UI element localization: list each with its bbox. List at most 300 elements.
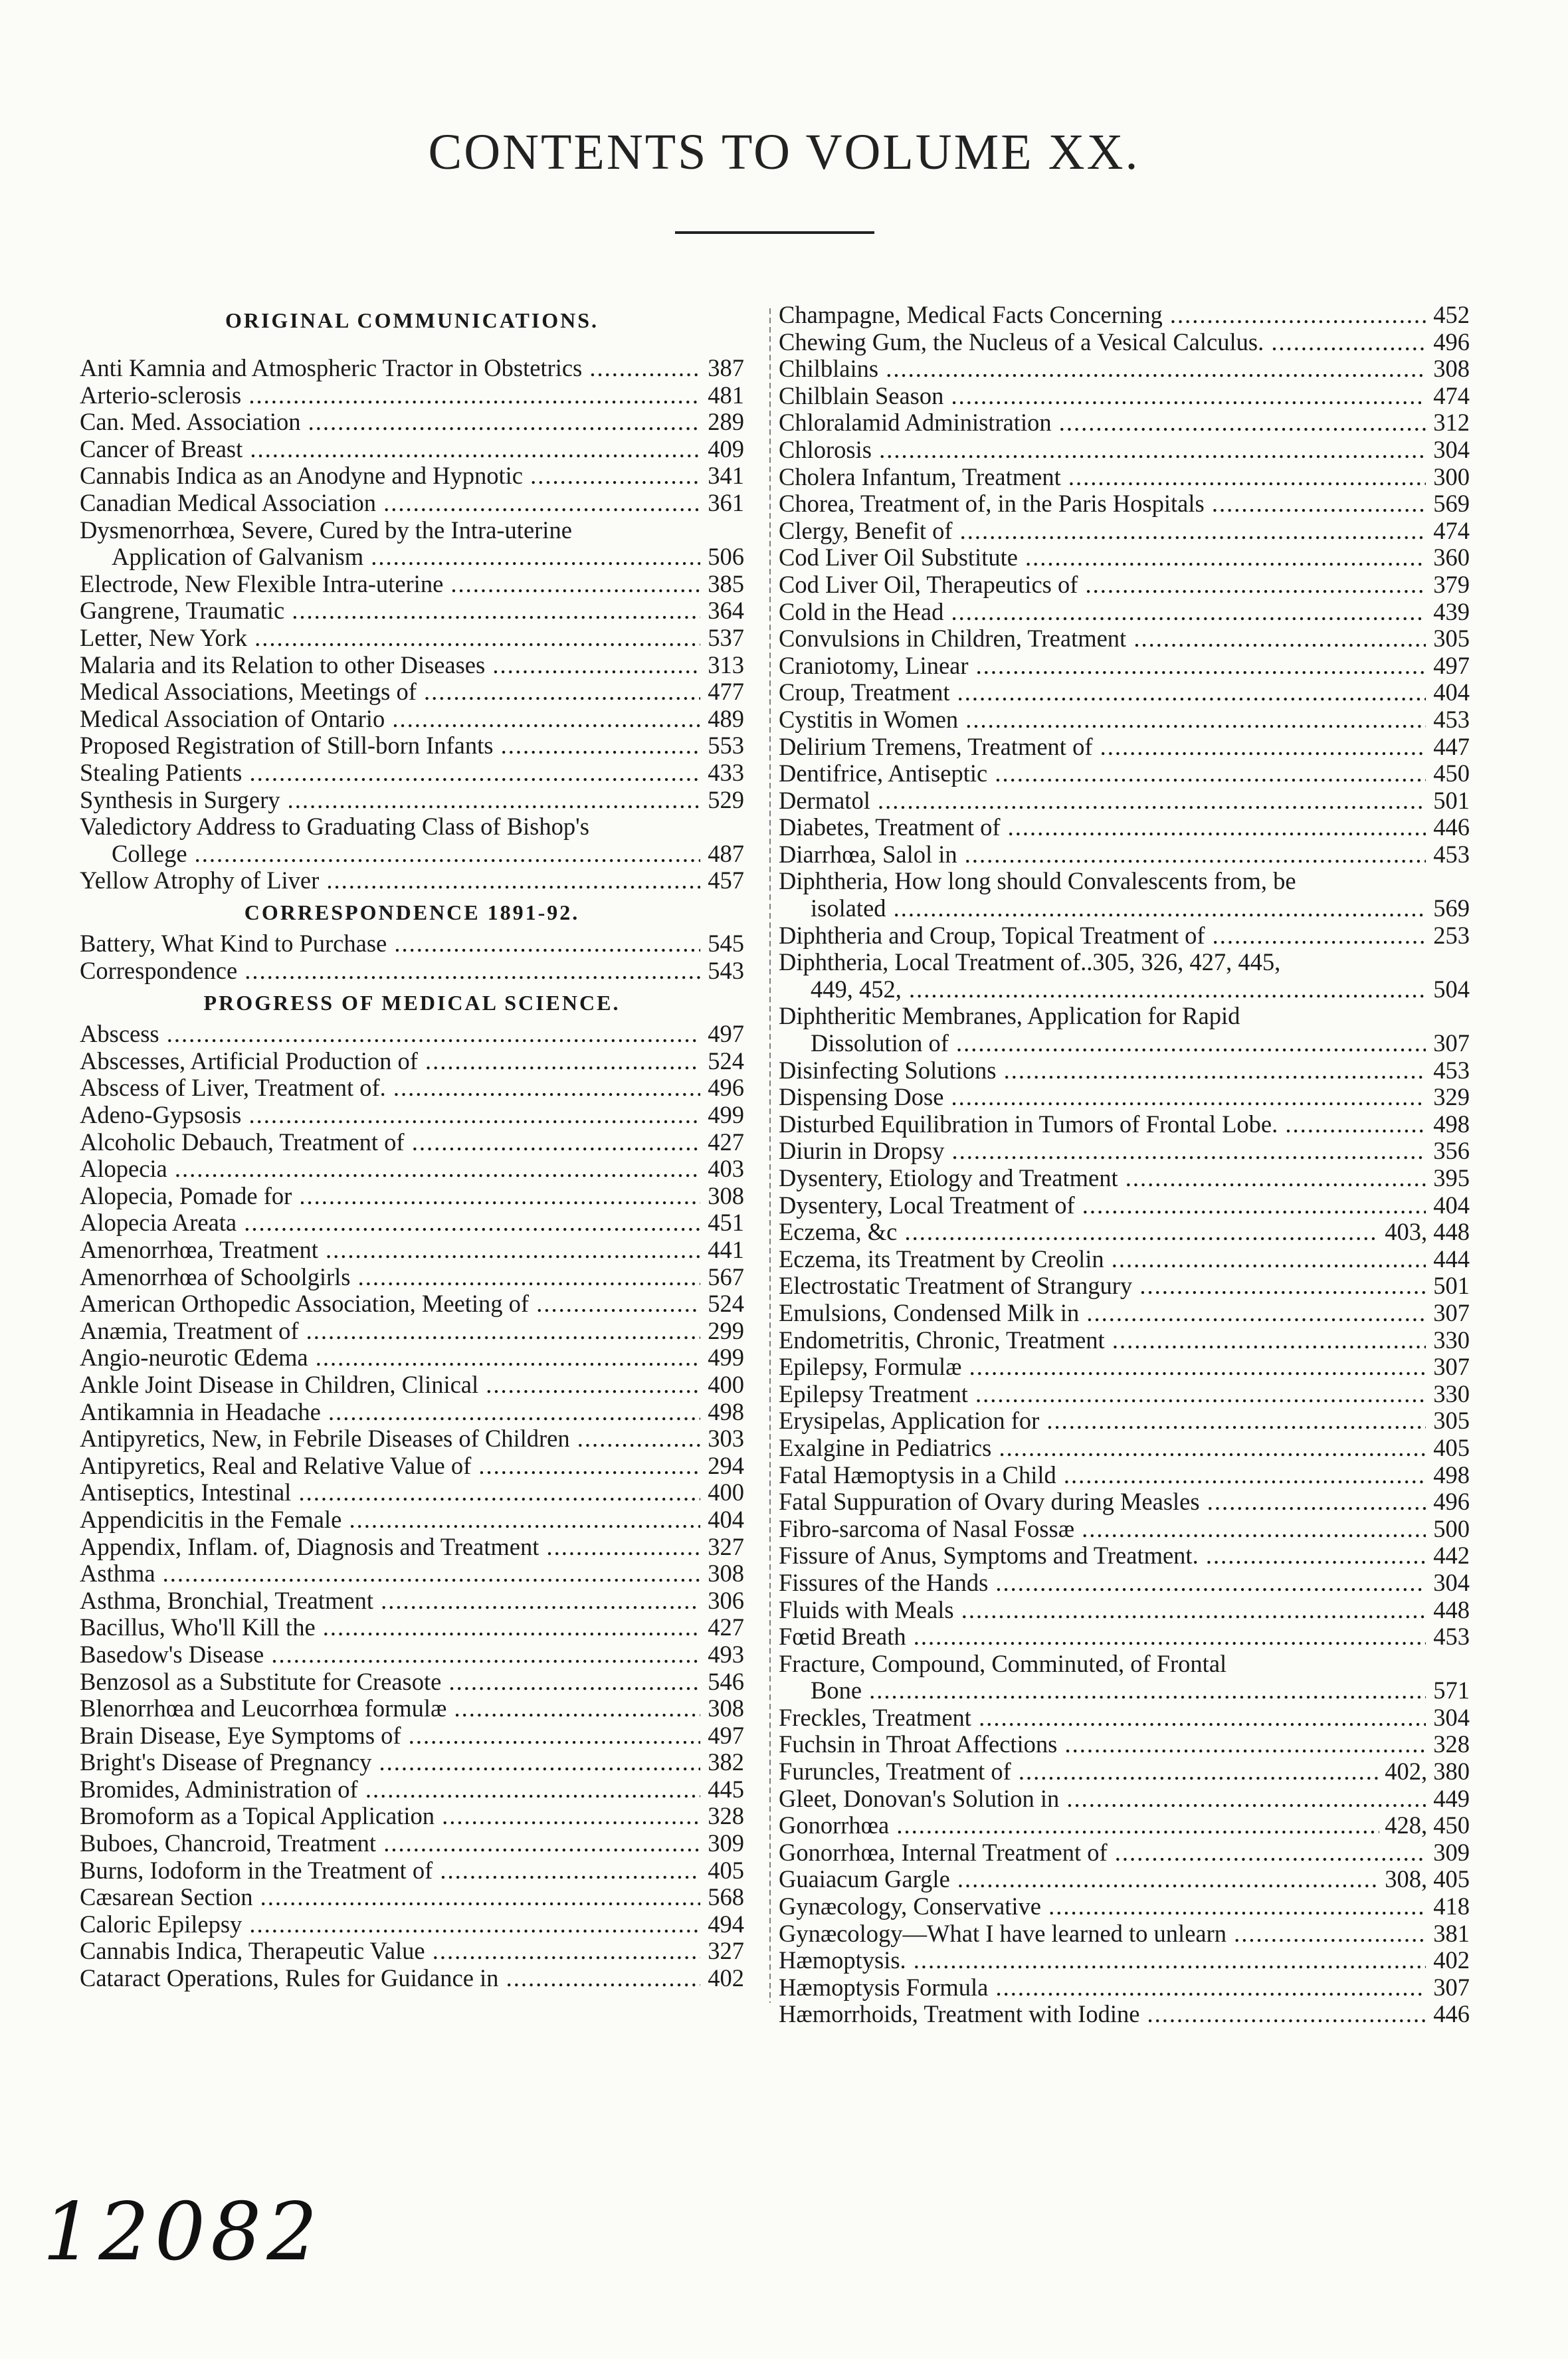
index-entry xyxy=(80,517,744,544)
index-entry xyxy=(80,571,744,598)
entry-page: 361 xyxy=(708,488,744,516)
entry-title: Electrode, New Flexible Intra-uterine ..... xyxy=(80,571,700,598)
index-entry xyxy=(80,867,744,894)
entry-page: 477 xyxy=(708,678,744,706)
entry-page: 381 xyxy=(1433,1919,1470,1947)
entry-title: isolated ..... xyxy=(811,895,1426,922)
entry-title: College ..... xyxy=(112,841,700,868)
entry-page: 449 xyxy=(1433,1784,1470,1812)
index-entry xyxy=(80,1695,744,1722)
entry-title: Adeno-Gypsosis ..... xyxy=(80,1102,700,1129)
entry-title: Correspondence ..... xyxy=(80,958,700,985)
entry-page: 501 xyxy=(1433,1272,1470,1300)
entry-title: Furuncles, Treatment of ..... xyxy=(779,1758,1379,1786)
entry-page: 402 xyxy=(708,1964,744,1992)
entry-title: Fatal Hæmoptysis in a Child ..... xyxy=(779,1462,1426,1489)
entry-page: 498 xyxy=(1433,1461,1470,1488)
entry-page: 402, 380 xyxy=(1385,1758,1470,1786)
entry-title: Anti Kamnia and Atmospheric Tractor in Obstetrics ..... xyxy=(80,355,700,382)
entry-page: 546 xyxy=(708,1667,744,1695)
entry-page: 481 xyxy=(708,381,744,409)
index-entry xyxy=(779,787,1470,815)
entry-page: 529 xyxy=(708,785,744,813)
section-heading-correspondence: CORRESPONDENCE 1891-92. xyxy=(244,900,580,924)
entry-title: Eczema, its Treatment by Creolin ..... xyxy=(779,1246,1426,1273)
index-entry xyxy=(779,1138,1470,1165)
entry-title: Synthesis in Surgery ..... xyxy=(80,787,700,814)
entry-title: Antikamnia in Headache ..... xyxy=(80,1399,700,1426)
entry-page: 364 xyxy=(708,597,744,625)
index-entry xyxy=(80,1884,744,1911)
entry-page: 453 xyxy=(1433,1056,1470,1084)
index-entry xyxy=(779,1974,1470,2001)
entry-title: Fatal Suppuration of Ovary during Measles ..... xyxy=(779,1488,1426,1516)
entry-title: Yellow Atrophy of Liver ..... xyxy=(80,867,700,894)
page-title: CONTENTS TO VOLUME XX. xyxy=(428,124,1140,180)
entry-title: Fibro-sarcoma of Nasal Fossæ ..... xyxy=(779,1516,1426,1543)
index-entry xyxy=(779,1165,1470,1192)
entry-page: 404 xyxy=(708,1505,744,1533)
index-entry xyxy=(80,652,744,679)
index-entry xyxy=(779,1758,1470,1786)
entry-title: Eczema, &c ..... xyxy=(779,1219,1379,1246)
index-entry xyxy=(779,922,1470,950)
index-entry xyxy=(80,1453,744,1480)
index-entry xyxy=(779,1381,1470,1408)
entry-page: 395 xyxy=(1433,1164,1470,1191)
entry-page: 403 xyxy=(708,1155,744,1183)
index-entry xyxy=(779,1488,1470,1516)
entry-title: Bone ..... xyxy=(811,1677,1426,1704)
entry-title: Canadian Medical Association ..... xyxy=(80,490,700,517)
entry-page: 307 xyxy=(1433,1298,1470,1326)
entry-page: 568 xyxy=(708,1883,744,1911)
entry-title: Chloralamid Administration ..... xyxy=(779,409,1426,437)
index-entry xyxy=(779,1812,1470,1839)
entry-page: 571 xyxy=(1433,1677,1470,1704)
index-entry xyxy=(779,706,1470,734)
entry-page: 404 xyxy=(1433,1191,1470,1219)
entry-title: Electrostatic Treatment of Strangury ..... xyxy=(779,1273,1426,1300)
index-entry xyxy=(80,1938,744,1965)
index-entry xyxy=(80,1183,744,1210)
entry-title: Diphtheria and Croup, Topical Treatment of ..... xyxy=(779,922,1426,950)
entry-page: 452 xyxy=(1433,301,1470,328)
entry-title: Chilblain Season ..... xyxy=(779,383,1426,410)
entry-title: Dysmenorrhœa, Severe, Cured by the Intra-uterine xyxy=(80,516,572,544)
index-entry xyxy=(80,1264,744,1291)
entry-page: 569 xyxy=(1433,894,1470,922)
entry-page: 289 xyxy=(708,408,744,436)
index-entry xyxy=(779,518,1470,545)
index-entry xyxy=(80,625,744,652)
index-entry xyxy=(779,1246,1470,1273)
entry-page: 453 xyxy=(1433,1623,1470,1651)
index-entry xyxy=(779,329,1470,356)
index-entry xyxy=(80,1318,744,1345)
entry-title: Dermatol ..... xyxy=(779,787,1426,815)
title-rule xyxy=(675,231,874,234)
index-entry xyxy=(779,544,1470,571)
index-entry xyxy=(779,1084,1470,1111)
entry-page: 537 xyxy=(708,623,744,651)
entry-page: 506 xyxy=(708,543,744,571)
index-entry xyxy=(80,1209,744,1237)
entry-page: 418 xyxy=(1433,1893,1470,1920)
index-entry xyxy=(80,1506,744,1534)
index-entry xyxy=(779,383,1470,410)
entry-page: 442 xyxy=(1433,1542,1470,1570)
index-entry xyxy=(779,490,1470,518)
index-entry xyxy=(80,1534,744,1561)
entry-title: Antiseptics, Intestinal ..... xyxy=(80,1479,700,1506)
entry-title: Alopecia ..... xyxy=(80,1156,700,1183)
entry-page: 308, 405 xyxy=(1385,1865,1470,1893)
index-entry xyxy=(779,599,1470,626)
entry-title: Erysipelas, Application for ..... xyxy=(779,1407,1426,1435)
entry-title: Cancer of Breast ..... xyxy=(80,436,700,463)
entry-page: 439 xyxy=(1433,597,1470,625)
entry-title: Medical Association of Ontario ..... xyxy=(80,706,700,733)
entry-title: Cold in the Head ..... xyxy=(779,599,1426,626)
index-entry xyxy=(779,1327,1470,1354)
entry-page: 405 xyxy=(1433,1433,1470,1461)
entry-title: Dispensing Dose ..... xyxy=(779,1084,1426,1111)
entry-title: Proposed Registration of Still-born Infants ..... xyxy=(80,732,700,760)
entry-title: Alopecia, Pomade for ..... xyxy=(80,1183,700,1210)
entry-title: Cod Liver Oil Substitute ..... xyxy=(779,544,1426,571)
entry-title: Antipyretics, New, in Febrile Diseases of Children ..... xyxy=(80,1425,700,1453)
index-entry xyxy=(779,949,1470,976)
entry-page: 474 xyxy=(1433,516,1470,544)
entry-title: Disturbed Equilibration in Tumors of Frontal Lobe. ..... xyxy=(779,1111,1426,1138)
entry-title: Abscess of Liver, Treatment of. ..... xyxy=(80,1075,700,1102)
index-entry xyxy=(80,1372,744,1399)
index-entry xyxy=(80,813,744,841)
entry-page: 451 xyxy=(708,1209,744,1237)
entry-title: Gynæcology, Conservative ..... xyxy=(779,1893,1426,1920)
index-entry xyxy=(80,787,744,814)
entry-title: Cataract Operations, Rules for Guidance in ..... xyxy=(80,1965,700,1992)
index-entry xyxy=(80,1965,744,1992)
entry-title: Diphtheria, How long should Convalescents from, be xyxy=(779,868,1296,895)
entry-title: Buboes, Chancroid, Treatment ..... xyxy=(80,1830,700,1857)
entry-title: Fuchsin in Throat Affections ..... xyxy=(779,1731,1426,1758)
entry-page: 496 xyxy=(1433,328,1470,356)
index-entry xyxy=(80,1669,744,1696)
index-entry xyxy=(779,356,1470,383)
entry-title: Asthma ..... xyxy=(80,1560,700,1588)
right-column xyxy=(779,302,1470,2028)
entry-title: Bromides, Administration of ..... xyxy=(80,1776,700,1803)
entry-page: 304 xyxy=(1433,435,1470,463)
index-entry xyxy=(80,1830,744,1857)
handwritten-number: 12082 xyxy=(43,2186,323,2279)
index-entry xyxy=(779,1920,1470,1948)
index-entry xyxy=(779,437,1470,464)
entry-title: Cannabis Indica as an Anodyne and Hypnotic ..... xyxy=(80,462,700,490)
entry-title: Caloric Epilepsy ..... xyxy=(80,1911,700,1938)
entry-title: Cholera Infantum, Treatment ..... xyxy=(779,464,1426,491)
entry-page: 497 xyxy=(1433,651,1470,679)
index-entry xyxy=(80,1021,744,1048)
entry-title: Diabetes, Treatment of ..... xyxy=(779,814,1426,841)
entry-page: 330 xyxy=(1433,1326,1470,1354)
entry-title: Bromoform as a Topical Application ..... xyxy=(80,1803,700,1830)
entry-page: 306 xyxy=(708,1586,744,1614)
entry-page: 313 xyxy=(708,651,744,678)
entry-page: 309 xyxy=(708,1829,744,1857)
entry-title: Exalgine in Pediatrics ..... xyxy=(779,1435,1426,1462)
entry-page: 428, 450 xyxy=(1385,1811,1470,1839)
entry-title: Fracture, Compound, Comminuted, of Frontal xyxy=(779,1650,1227,1677)
entry-page: 341 xyxy=(708,462,744,490)
index-entry xyxy=(779,571,1470,599)
entry-title: Dentifrice, Antiseptic ..... xyxy=(779,760,1426,787)
entry-page: 402 xyxy=(1433,1946,1470,1974)
index-entry xyxy=(779,1057,1470,1084)
entry-title: Gleet, Donovan's Solution in ..... xyxy=(779,1786,1426,1813)
index-entry xyxy=(80,1344,744,1372)
entry-title: Arterio-sclerosis ..... xyxy=(80,382,700,409)
index-entry xyxy=(779,1570,1470,1597)
entry-title: Diurin in Dropsy ..... xyxy=(779,1138,1426,1165)
index-list-right xyxy=(779,302,1470,2028)
index-entry xyxy=(80,760,744,787)
entry-page: 307 xyxy=(1433,1973,1470,2001)
entry-page: 327 xyxy=(708,1532,744,1560)
entry-title: Fissures of the Hands ..... xyxy=(779,1570,1426,1597)
index-entry xyxy=(80,1102,744,1129)
entry-page: 387 xyxy=(708,354,744,381)
index-entry xyxy=(779,1354,1470,1381)
entry-page: 487 xyxy=(708,839,744,867)
entry-title: Epilepsy, Formulæ ..... xyxy=(779,1354,1426,1381)
index-entry xyxy=(80,1156,744,1183)
entry-page: 569 xyxy=(1433,490,1470,518)
entry-page: 308 xyxy=(708,1560,744,1588)
entry-page: 504 xyxy=(1433,975,1470,1003)
entry-title: Brain Disease, Eye Symptoms of ..... xyxy=(80,1722,700,1750)
entry-title: Fissure of Anus, Symptoms and Treatment. ..... xyxy=(779,1542,1426,1570)
entry-title: Letter, New York ..... xyxy=(80,625,700,652)
index-entry xyxy=(779,2001,1470,2028)
index-entry xyxy=(779,1893,1470,1920)
entry-page: 433 xyxy=(708,758,744,786)
index-entry xyxy=(779,1192,1470,1219)
index-entry xyxy=(80,490,744,517)
entry-title: Gynæcology—What I have learned to unlearn ..... xyxy=(779,1920,1426,1948)
index-entry xyxy=(779,1623,1470,1651)
entry-page: 330 xyxy=(1433,1380,1470,1407)
entry-page: 409 xyxy=(708,435,744,462)
index-entry xyxy=(779,734,1470,761)
index-entry xyxy=(779,895,1470,922)
entry-page: 309 xyxy=(1433,1838,1470,1866)
section-heading-progress: PROGRESS OF MEDICAL SCIENCE. xyxy=(203,990,621,1015)
index-entry xyxy=(779,464,1470,491)
entry-title: Chewing Gum, the Nucleus of a Vesical Calculus. ..... xyxy=(779,329,1426,356)
index-entry xyxy=(80,462,744,490)
entry-title: Chilblains ..... xyxy=(779,356,1426,383)
index-entry xyxy=(80,1075,744,1102)
entry-page: 427 xyxy=(708,1613,744,1641)
entry-page: 498 xyxy=(708,1397,744,1425)
index-entry xyxy=(779,653,1470,680)
entry-title: Ankle Joint Disease in Children, Clinical ..... xyxy=(80,1372,700,1399)
entry-title: Alcoholic Debauch, Treatment of ..... xyxy=(80,1129,700,1156)
entry-title: Blenorrhœa and Leucorrhœa formulæ ..... xyxy=(80,1695,700,1722)
entry-page: 453 xyxy=(1433,705,1470,733)
index-entry xyxy=(779,1704,1470,1732)
index-entry xyxy=(779,1866,1470,1893)
index-entry xyxy=(80,409,744,436)
entry-page: 493 xyxy=(708,1640,744,1668)
index-entry xyxy=(80,1560,744,1588)
index-entry xyxy=(779,302,1470,329)
entry-title: Hæmorrhoids, Treatment with Iodine ..... xyxy=(779,2001,1426,2028)
entry-page: 400 xyxy=(708,1479,744,1506)
entry-title: Champagne, Medical Facts Concerning ..... xyxy=(779,302,1426,329)
entry-page: 328 xyxy=(708,1802,744,1830)
index-entry xyxy=(779,1597,1470,1624)
entry-title: Gonorrhœa ..... xyxy=(779,1812,1379,1839)
entry-page: 453 xyxy=(1433,840,1470,868)
index-entry xyxy=(80,436,744,463)
entry-title: Bacillus, Who'll Kill the ..... xyxy=(80,1614,700,1641)
entry-page: 543 xyxy=(708,957,744,985)
entry-page: 403, 448 xyxy=(1385,1218,1470,1246)
column-divider xyxy=(769,308,771,2003)
index-entry xyxy=(779,1219,1470,1246)
entry-title: Burns, Iodoform in the Treatment of ..... xyxy=(80,1857,700,1885)
entry-page: 489 xyxy=(708,704,744,732)
entry-title: 449, 452, ..... xyxy=(811,976,1426,1003)
index-entry xyxy=(779,1731,1470,1758)
index-entry xyxy=(80,544,744,571)
original-communications-list xyxy=(80,355,744,894)
entry-title: Emulsions, Condensed Milk in ..... xyxy=(779,1300,1426,1327)
entry-title: Amenorrhœa of Schoolgirls ..... xyxy=(80,1264,700,1291)
entry-page: 494 xyxy=(708,1910,744,1938)
index-entry xyxy=(779,760,1470,787)
index-entry xyxy=(779,814,1470,841)
entry-title: Craniotomy, Linear ..... xyxy=(779,653,1426,680)
index-entry xyxy=(80,1048,744,1075)
entry-page: 253 xyxy=(1433,921,1470,949)
entry-page: 427 xyxy=(708,1128,744,1156)
entry-title: Amenorrhœa, Treatment ..... xyxy=(80,1237,700,1264)
entry-page: 356 xyxy=(1433,1137,1470,1165)
entry-page: 501 xyxy=(1433,786,1470,814)
entry-page: 299 xyxy=(708,1316,744,1344)
index-entry xyxy=(80,958,744,985)
entry-page: 304 xyxy=(1433,1568,1470,1596)
entry-title: Dysentery, Local Treatment of ..... xyxy=(779,1192,1426,1219)
entry-title: American Orthopedic Association, Meeting of ..... xyxy=(80,1290,700,1318)
entry-title: Medical Associations, Meetings of ..... xyxy=(80,678,700,706)
entry-page: 499 xyxy=(708,1101,744,1129)
entry-page: 450 xyxy=(1433,760,1470,787)
entry-page: 328 xyxy=(1433,1730,1470,1758)
entry-title: Fluids with Meals ..... xyxy=(779,1597,1426,1624)
entry-title: Cæsarean Section ..... xyxy=(80,1884,700,1911)
index-entry xyxy=(779,1030,1470,1057)
entry-title: Diphtheria, Local Treatment of..305, 326, 427, 445, xyxy=(779,949,1281,976)
entry-page: 496 xyxy=(708,1074,744,1102)
entry-page: 308 xyxy=(1433,355,1470,383)
entry-title: Cod Liver Oil, Therapeutics of ..... xyxy=(779,571,1426,599)
entry-page: 329 xyxy=(1433,1083,1470,1111)
index-entry xyxy=(779,625,1470,653)
entry-page: 308 xyxy=(708,1181,744,1209)
index-entry xyxy=(80,678,744,706)
entry-title: Disinfecting Solutions ..... xyxy=(779,1057,1426,1084)
entry-title: Diphtheritic Membranes, Application for Rapid xyxy=(779,1003,1240,1030)
entry-page: 500 xyxy=(1433,1514,1470,1542)
index-entry xyxy=(779,841,1470,869)
index-entry xyxy=(779,1273,1470,1300)
entry-title: Dysentery, Etiology and Treatment ..... xyxy=(779,1165,1426,1192)
entry-page: 446 xyxy=(1433,813,1470,841)
index-entry xyxy=(80,1588,744,1615)
entry-page: 312 xyxy=(1433,409,1470,437)
entry-page: 446 xyxy=(1433,2000,1470,2028)
entry-title: Appendicitis in the Female ..... xyxy=(80,1506,700,1534)
progress-list xyxy=(80,1021,744,1992)
entry-title: Bright's Disease of Pregnancy ..... xyxy=(80,1749,700,1776)
index-entry xyxy=(779,1947,1470,1974)
index-entry xyxy=(80,1857,744,1885)
index-entry xyxy=(779,1300,1470,1327)
entry-title: Delirium Tremens, Treatment of ..... xyxy=(779,734,1426,761)
index-entry xyxy=(80,1722,744,1750)
entry-title: Cystitis in Women ..... xyxy=(779,706,1426,734)
entry-title: Alopecia Areata ..... xyxy=(80,1209,700,1237)
entry-page: 305 xyxy=(1433,625,1470,653)
index-entry xyxy=(779,868,1470,895)
entry-page: 445 xyxy=(708,1775,744,1803)
entry-title: Hæmoptysis Formula ..... xyxy=(779,1974,1426,2001)
entry-page: 553 xyxy=(708,732,744,760)
entry-title: Diarrhœa, Salol in ..... xyxy=(779,841,1426,869)
entry-title: Chlorosis ..... xyxy=(779,437,1426,464)
entry-title: Valedictory Address to Graduating Class of Bishop's xyxy=(80,813,589,841)
index-entry xyxy=(80,1290,744,1318)
entry-title: Abscesses, Artificial Production of ..... xyxy=(80,1048,700,1075)
index-entry xyxy=(80,1803,744,1830)
entry-title: Freckles, Treatment ..... xyxy=(779,1704,1426,1732)
correspondence-list xyxy=(80,930,744,984)
entry-title: Convulsions in Children, Treatment ..... xyxy=(779,625,1426,653)
index-entry xyxy=(779,1651,1470,1678)
index-entry xyxy=(80,1911,744,1938)
entry-page: 499 xyxy=(708,1344,744,1372)
entry-title: Basedow's Disease ..... xyxy=(80,1641,700,1669)
index-entry xyxy=(779,679,1470,706)
left-column xyxy=(80,300,744,1992)
entry-title: Fœtid Breath ..... xyxy=(779,1623,1426,1651)
index-entry xyxy=(80,1749,744,1776)
index-entry xyxy=(80,706,744,733)
entry-title: Gangrene, Traumatic ..... xyxy=(80,597,700,625)
index-entry xyxy=(779,1462,1470,1489)
entry-page: 294 xyxy=(708,1451,744,1479)
entry-title: Hæmoptysis. ..... xyxy=(779,1947,1426,1974)
index-entry xyxy=(779,1407,1470,1435)
entry-page: 497 xyxy=(708,1020,744,1048)
entry-page: 441 xyxy=(708,1236,744,1263)
